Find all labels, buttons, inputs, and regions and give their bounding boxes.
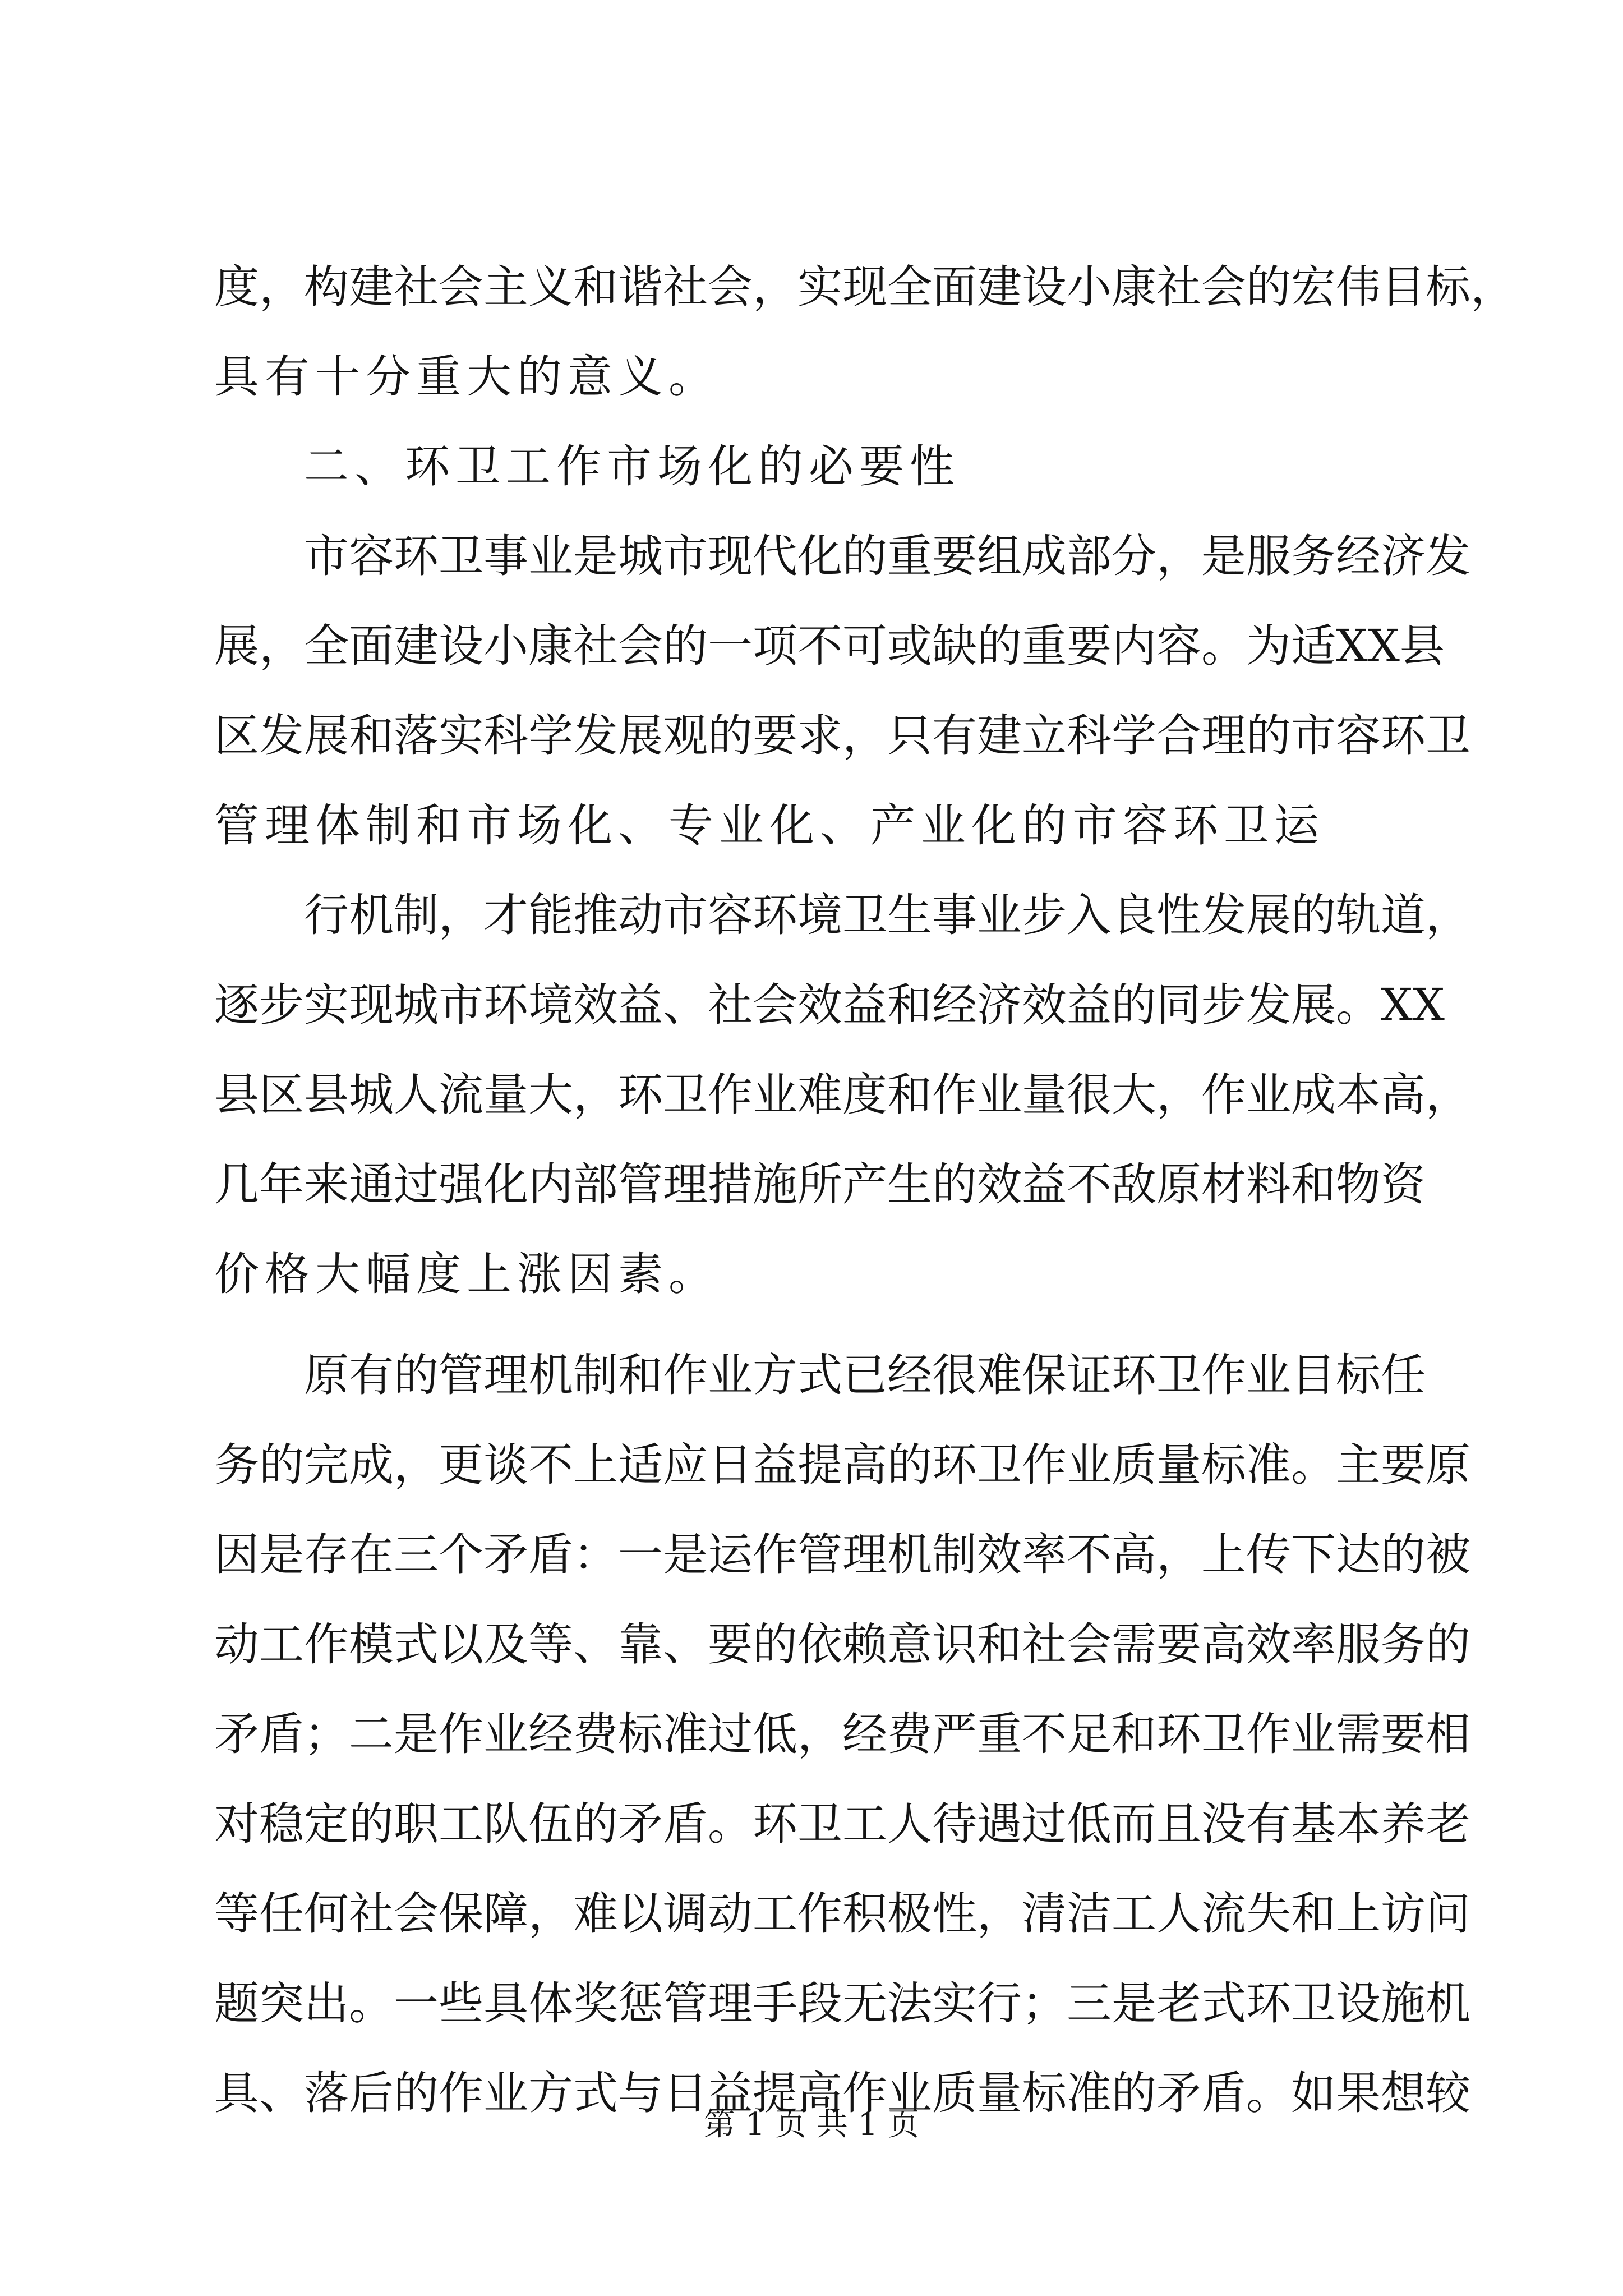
section-heading: 二、环卫工作市场化的必要性 <box>304 440 960 493</box>
text-line: 几 年 来 通 过 强 化 内 部 管 理 措 施 所 产 生 的 效 益 不 敌 原 材 料 和 物 资 <box>214 1158 1426 1211</box>
text-line: 题 突 出 。 一 些 具 体 奖 惩 管 理 手 段 无 法 实 行 ； 三 是 老 式 环 卫 设 施 机 <box>214 1977 1470 2030</box>
text-line: 具有十分重大的意义。 <box>214 351 719 403</box>
text-line: 行 机 制 ， 才 能 推 动 市 容 环 境 卫 生 事 业 步 入 良 性 发 展 的 轨 道 ， <box>304 889 1470 941</box>
text-line: 动 工 作 模 式 以 及 等 、 靠 、 要 的 依 赖 意 识 和 社 会 需 要 高 效 率 服 务 的 <box>214 1618 1470 1671</box>
text-line: 逐 步 实 现 城 市 环 境 效 益 、 社 会 效 益 和 经 济 效 益 的 同 步 发 展 。 X X <box>214 979 1445 1031</box>
text-line: 县 区 县 城 人 流 量 大 ， 环 卫 作 业 难 度 和 作 业 量 很 大 ， 作 业 成 本 高 ， <box>214 1069 1470 1121</box>
text-line: 对 稳 定 的 职 工 队 伍 的 矛 盾 。 环 卫 工 人 待 遇 过 低 而 且 没 有 基 本 养 老 <box>214 1798 1470 1850</box>
text-line: 展 ， 全 面 建 设 小 康 社 会 的 一 项 不 可 或 缺 的 重 要 内 容 。 为 适 X X 县 <box>214 620 1445 672</box>
text-line: 因 是 存 在 三 个 矛 盾 ： 一 是 运 作 管 理 机 制 效 率 不 高 ， 上 传 下 达 的 被 <box>214 1529 1470 1581</box>
text-line: 务 的 完 成 ， 更 谈 不 上 适 应 日 益 提 高 的 环 卫 作 业 质 量 标 准 。 主 要 原 <box>214 1439 1470 1491</box>
text-line: 等 任 何 社 会 保 障 ， 难 以 调 动 工 作 积 极 性 ， 清 洁 工 人 流 失 和 上 访 问 <box>214 1888 1470 1940</box>
text-line: 市 容 环 卫 事 业 是 城 市 现 代 化 的 重 要 组 成 部 分 ， 是 服 务 经 济 发 <box>304 530 1470 582</box>
text-line: 矛 盾 ； 二 是 作 业 经 费 标 准 过 低 ， 经 费 严 重 不 足 和 环 卫 作 业 需 要 相 <box>214 1708 1470 1760</box>
text-line: 价格大幅度上涨因素。 <box>214 1248 719 1300</box>
text-line: 度 ， 构 建 社 会 主 义 和 谐 社 会 ， 实 现 全 面 建 设 小 康 社 会 的 宏 伟 目 标 ， <box>214 261 1515 313</box>
text-line: 原 有 的 管 理 机 制 和 作 业 方 式 已 经 很 难 保 证 环 卫 作 业 目 标 任 <box>304 1349 1426 1401</box>
text-line: 区 发 展 和 落 实 科 学 发 展 观 的 要 求 ， 只 有 建 立 科 学 合 理 的 市 容 环 卫 <box>214 710 1470 762</box>
page-footer: 第 1 页 共 1 页 <box>703 2106 920 2143</box>
text-line: 管理体制和市场化、专业化、产业化的市容环卫运 <box>214 799 1325 852</box>
text-line: 具 、 落 后 的 作 业 方 式 与 日 益 提 高 作 业 质 量 标 准 的 矛 盾 。 如 果 想 较 <box>214 2067 1470 2119</box>
